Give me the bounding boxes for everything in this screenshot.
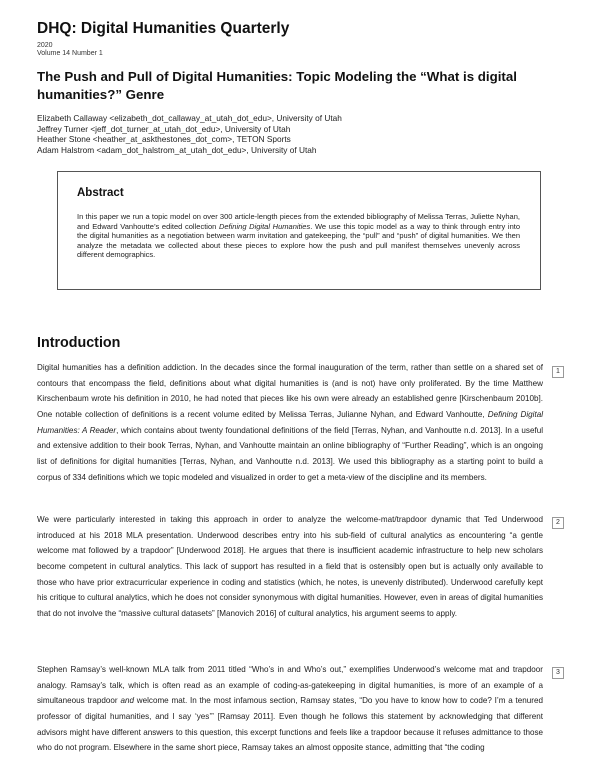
author-line: Heather Stone <heather_at_askthestones_dot_com>, TETON Sports (37, 134, 291, 145)
paragraph-number-2[interactable]: 2 (552, 517, 564, 529)
section-heading-introduction: Introduction (37, 335, 121, 351)
abstract-book-title: Defining Digital Humanities (218, 221, 311, 231)
abstract-box (57, 171, 541, 290)
emphasis-text: and (120, 696, 134, 706)
volume-number: Volume 14 Number 1 (37, 50, 103, 57)
paragraph-number-3[interactable]: 3 (552, 667, 564, 679)
author-list (37, 113, 342, 155)
publication-year: 2020 (37, 42, 53, 49)
book-title: Defining Digital Humanities: A Reader (37, 409, 543, 435)
paragraph-2: We were particularly interested in taking this approach in order to analyze the welcome-mat/trapdoor dynamic that Ted Underwood introduced at his 2018 MLA presentation. Underwood describes entry into his sub-field of cultural analytics as encountering “a gentle welcome mat followed by a trapdoor” [Underwood 2018]. He argues that there is insufficient academic infrastructure to help new scholars become competent in cultural analytics. This lack of support has resulted in a field that is ostensibly open but is actually only available to those who have prior extracurricular experience in coding and statistics (which, he notes, is unevenly distributed). Underwood carefully kept his critique to cultural analytics, which he does not consider synonymous with digital humanities. However, even in areas of digital humanities that do not involve the “massive cultural datasets” [Manovich 2016] of cultural analytics, his argument seems to apply. (37, 515, 543, 618)
author-line: Elizabeth Callaway <elizabeth_dot_callaway_at_utah_dot_edu>, University of Utah (37, 113, 342, 123)
abstract-text: In this paper we run a topic model on over 300 article-length pieces from the extended bibliography of Melissa Terras, Juliette Nyhan, and Edward Vanhoutte’s edited collection Defining Digital Humanities. We use this topic model as a way to think through entry into the digital humanities as a negotiation between warm invitation and gatekeeping, the “pull” and “push” of digital humanities. We then analyze the metadata we collected about these pieces to explore how the push and pull manifest themselves unevenly across different demographics. (77, 212, 520, 260)
paragraph-3: Stephen Ramsay’s well-known MLA talk from 2011 titled “Who’s in and Who’s out,” exemplifies Underwood’s welcome mat and trapdoor analogy. Ramsay’s talk, which is often read as an example of coding-as-gatekeeping in digital humanities, is more of an example of a simultaneous trapdoor and welcome mat. In the most infamous section, Ramsay states, “Do you have to know how to code? I’m a tenured professor of digital humanities, and I say ‘yes’” [Ramsay 2011]. Even though he follows this statement by acknowledging that different advisors might have different answers to this question, this excerpt functions and feels like a trapdoor because it refuses admittance to those who do not program. Elsewhere in the same short piece, Ramsay takes an almost opposite stance, admitting that “the coding (37, 665, 543, 753)
author-line: Jeffrey Turner <jeff_dot_turner_at_utah_dot_edu>, University of Utah (37, 123, 291, 134)
author-line: Adam Halstrom <adam_dot_halstrom_at_utah_dot_edu>, University of Utah (37, 144, 317, 155)
journal-title: DHQ: Digital Humanities Quarterly (37, 20, 290, 37)
abstract-heading: Abstract (77, 187, 124, 199)
paragraph-number-1[interactable]: 1 (552, 366, 564, 378)
article-title: The Push and Pull of Digital Humanities: Topic Modeling the “What is digital humanities?” Genre (37, 69, 517, 102)
paragraph-1: Digital humanities has a definition addiction. In the decades since the formal inauguration of the term, rather than settle on a shared set of contours that encompass the field, definitions about what digital humanities is (and is not) have only proliferated. By the time Matthew Kirschenbaum wrote his definition in 2010, he had noted that pieces like his own were already an established genre [Kirschenbaum 2010b]. One notable collection of definitions is a recent volume edited by Melissa Terras, Julianne Nyhan, and Edward Vanhoutte, Defining Digital Humanities: A Reader, which contains about twenty foundational definitions of the field [Terras, Nyhan, and Vanhoutte n.d. 2013]. In a useful and extensive addition to their book Terras, Nyhan, and Vanhoutte maintain an online bibliography of “Further Reading”, which is an ongoing list of definitions for digital humanities [Terras, Nyhan, and Vanhoutte n.d. 2013]. We used this bibliography as a starting point to build a corpus of 334 definitions which we topic modeled and visualized in order to get a meta-view of the discipline and its members. (37, 363, 544, 482)
